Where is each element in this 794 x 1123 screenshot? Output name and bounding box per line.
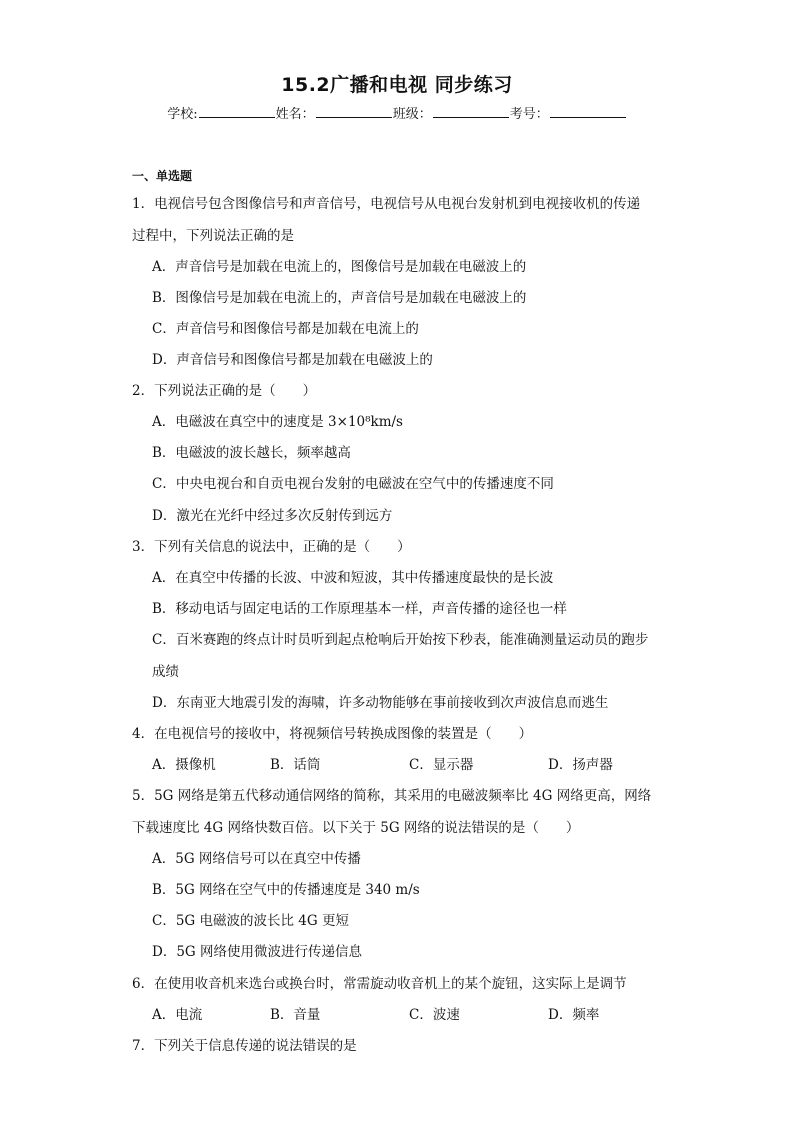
school-blank[interactable]	[199, 105, 275, 118]
question-1-line-1: 1．电视信号包含图像信号和声音信号，电视信号从电视台发射机到电视接收机的传递	[132, 196, 641, 212]
question-1-option-d[interactable]: D．声音信号和图像信号都是加载在电磁波上的	[152, 352, 433, 368]
question-3-line-1: 3．下列有关信息的说法中，正确的是（ ）	[132, 539, 411, 555]
question-6-option-a[interactable]: A．电流	[152, 1007, 203, 1023]
class-label: 班级：	[392, 107, 432, 122]
question-4-line-1: 4．在电视信号的接收中，将视频信号转换成图像的装置是（ ）	[132, 726, 533, 742]
question-1-option-c[interactable]: C．声音信号和图像信号都是加载在电流上的	[152, 321, 419, 337]
question-5-line-1: 5．5G 网络是第五代移动通信网络的简称，其采用的电磁波频率比 4G 网络更高，网络	[132, 788, 652, 804]
question-3-option-c-continued: 成绩	[152, 664, 179, 680]
question-2-option-a[interactable]: A．电磁波在真空中的速度是 3×10⁸km/s	[152, 414, 403, 430]
question-4-option-a[interactable]: A．摄像机	[152, 757, 216, 773]
question-5-option-a[interactable]: A．5G 网络信号可以在真空中传播	[152, 851, 361, 867]
question-6-option-b[interactable]: B．音量	[270, 1007, 321, 1023]
exam-no-blank[interactable]	[550, 105, 626, 118]
question-1-option-b[interactable]: B．图像信号是加载在电流上的，声音信号是加载在电磁波上的	[152, 290, 527, 306]
question-5-option-c[interactable]: C．5G 电磁波的波长比 4G 更短	[152, 913, 349, 929]
class-blank[interactable]	[433, 105, 509, 118]
exam-no-label: 考号：	[509, 107, 549, 122]
question-4-option-b[interactable]: B．话筒	[270, 757, 321, 773]
question-1-line-2: 过程中，下列说法正确的是	[132, 228, 294, 244]
page-title: 15.2广播和电视 同步练习	[281, 74, 513, 96]
question-3-option-a[interactable]: A．在真空中传播的长波、中波和短波，其中传播速度最快的是长波	[152, 570, 554, 586]
question-4-option-d[interactable]: D．扬声器	[548, 757, 613, 773]
question-6-option-c[interactable]: C．波速	[409, 1007, 460, 1023]
question-5-line-2: 下载速度比 4G 网络快数百倍。以下关于 5G 网络的说法错误的是（ ）	[132, 820, 580, 836]
question-2-option-c[interactable]: C．中央电视台和自贡电视台发射的电磁波在空气中的传播速度不同	[152, 476, 554, 492]
question-6-line-1: 6．在使用收音机来选台或换台时，常需旋动收音机上的某个旋钮，这实际上是调节	[132, 976, 627, 992]
student-info-row	[0, 103, 794, 122]
question-2-line-1: 2．下列说法正确的是（ ）	[132, 383, 317, 399]
question-3-option-b[interactable]: B．移动电话与固定电话的工作原理基本一样，声音传播的途径也一样	[152, 601, 567, 617]
name-label: 姓名：	[275, 107, 315, 122]
name-blank[interactable]	[316, 105, 392, 118]
question-2-option-b[interactable]: B．电磁波的波长越长，频率越高	[152, 445, 351, 461]
question-3-option-c[interactable]: C．百米赛跑的终点计时员听到起点枪响后开始按下秒表，能准确测量运动员的跑步	[152, 632, 649, 648]
question-5-option-d[interactable]: D．5G 网络使用微波进行传递信息	[152, 944, 362, 960]
section-heading: 一、单选题	[132, 169, 193, 183]
question-6-option-d[interactable]: D．频率	[548, 1007, 600, 1023]
question-2-option-d[interactable]: D．激光在光纤中经过多次反射传到远方	[152, 508, 393, 524]
question-3-option-d[interactable]: D．东南亚大地震引发的海啸，许多动物能够在事前接收到次声波信息而逃生	[152, 695, 609, 711]
question-5-option-b[interactable]: B．5G 网络在空气中的传播速度是 340 m/s	[152, 882, 420, 898]
question-4-option-c[interactable]: C．显示器	[409, 757, 474, 773]
school-label: 学校:	[167, 107, 198, 122]
question-1-option-a[interactable]: A．声音信号是加载在电流上的，图像信号是加载在电磁波上的	[152, 259, 527, 275]
question-7-line-1: 7．下列关于信息传递的说法错误的是	[132, 1038, 357, 1054]
